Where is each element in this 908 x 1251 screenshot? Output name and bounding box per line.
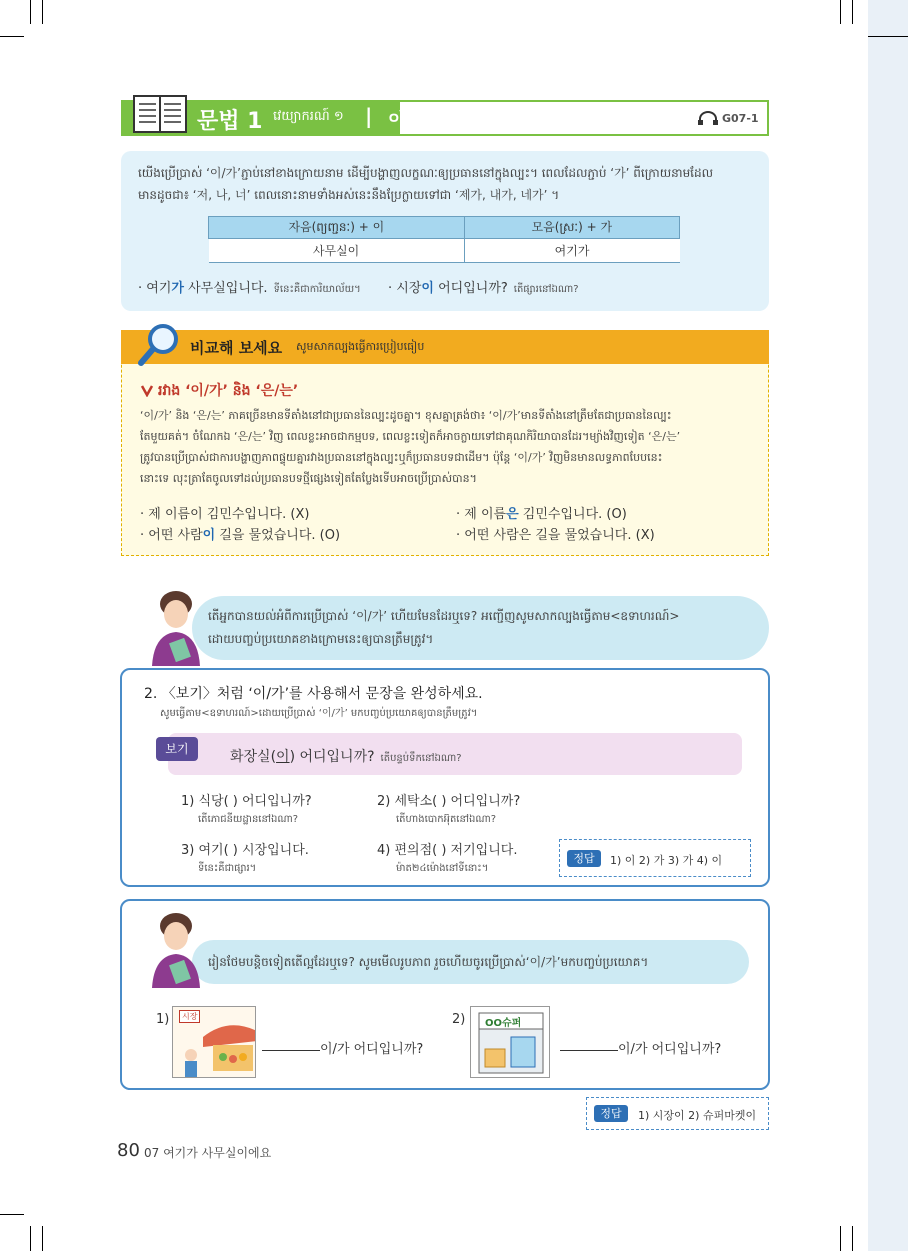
crop-mark <box>0 1214 24 1215</box>
answer-text-exercise-2: 1) 이 2) 가 3) 가 4) 이 <box>610 854 723 867</box>
instruction-bubble-1-line-2: ដោយបញ្ចប់ប្រយោគខាងក្រោមនេះឲ្យបានត្រឹមត្រូវ។ <box>208 632 434 646</box>
compare-example-4: · 어떤 사람은 길을 물었습니다. (X) <box>456 528 655 543</box>
picture-item-2-text: 이/가 어디입니까? <box>618 1042 722 1057</box>
compare-title-khmer: សូមសាកល្បងធ្វើការប្រៀបធៀប <box>296 340 425 353</box>
exercise-item-4-khmer: ម៉ាត២៤ម៉ោងនៅទីនោះ។ <box>396 863 489 874</box>
grammar-title: 문법 1 <box>197 109 263 134</box>
exercise-item-2-khmer: តើហាងបោកអ៊ុតនៅឯណា? <box>396 814 497 825</box>
page-number: 80 <box>117 1140 140 1161</box>
exercise-2-title: 2. 〈보기〉처럼 ‘이/가’를 사용해서 문장을 완성하세요. <box>144 686 483 702</box>
instruction-bubble-2-text: រៀនថែមបន្តិចទៀតតើល្អដែរឬទេ? សូមមើលរូបភាព រួចហើយចូរប្រើប្រាស់‘이/가’មកបញ្ចប់ប្រយោគ។ <box>208 955 649 969</box>
picture-item-1-number: 1) <box>156 1012 170 1027</box>
crop-mark <box>840 0 841 24</box>
grammar-table <box>208 216 680 263</box>
compare-text-line: នោះទេ លុះត្រាតែចូលទៅដល់ប្រធានបទថ្មីផ្សេងទៀតតែប្លែងទើបអាចប្រើប្រាស់បាន។ <box>140 472 477 485</box>
table-cell-vowel-example: 여기가 <box>464 239 679 263</box>
compare-example-3: · 어떤 사람이 길을 물었습니다. (O) <box>140 528 341 543</box>
table-cell-consonant-example: 사무실이 <box>209 239 465 263</box>
exercise-item-4[interactable]: 4) 편의점( ) 저기입니다. <box>377 843 518 858</box>
example-tag: 보기 <box>156 737 198 761</box>
crop-mark <box>42 0 43 24</box>
example-sentence-2: · 시장이 어디입니까? តើផ្សារនៅឯណា? <box>388 281 579 296</box>
exercise-item-1-khmer: តើភោជនីយដ្ឋាននៅឯណា? <box>198 814 299 825</box>
instruction-bubble-1-line-1: តើអ្នកបានយល់អំពីការប្រើប្រាស់ ‘이/가’ ហើយមែនដែរឬទេ? អញ្ជើញសូមសាកល្បងធ្វើតាម<ឧទាហរណ៍> <box>208 609 680 623</box>
book-icon <box>130 92 190 136</box>
teacher-illustration <box>142 588 208 666</box>
headphones-icon[interactable] <box>697 110 719 126</box>
compare-text-line: ‘이/가’ និង ‘은/는’ ភាគច្រើនមានទីតាំងនៅជាប្រធាននៃល្បះដូចគ្នា។ ខុសគ្នាត្រង់ថា៖ ‘이/가’មានទីតាំងនៅត្រឹមតែជាប្រធាននៃល្បះ <box>140 409 672 422</box>
compare-title: 비교해 보세요 <box>190 339 283 357</box>
market-sign: 시장 <box>179 1010 200 1023</box>
answer-tag: 정답 <box>594 1105 628 1122</box>
crop-mark <box>30 1226 31 1251</box>
compare-explanation <box>140 405 760 489</box>
market-picture <box>172 1006 256 1078</box>
example-sentence-1: · 여기가 사무실입니다. ទីនេះគឺជាការិយាល័យ។ <box>138 281 361 296</box>
audio-track-code[interactable]: G07-1 <box>722 112 759 125</box>
answer-blank-1[interactable] <box>262 1050 320 1051</box>
compare-subtitle: រវាង ‘이/가’ និង ‘은/는’ <box>158 383 299 399</box>
answer-text-pictures: 1) 시장이 2) 슈퍼마켓이 <box>638 1109 757 1122</box>
explanation-line-1: យើងប្រើប្រាស់ ‘이/가’ភ្ជាប់នៅខាងក្រោយនាម ដើម្បីបង្ហាញលក្ខណៈឲ្យប្រធាននៅក្នុងល្បះ។ ពេលដែលភ្ជាប់ ‘가’ ពីក្រោយនាមដែល <box>138 166 714 180</box>
grammar-separator: | <box>365 104 373 128</box>
supermarket-picture <box>470 1006 550 1078</box>
crop-mark <box>840 1226 841 1251</box>
magnifier-icon <box>136 322 182 368</box>
explanation-line-2: មានដូចជា៖ ‘저, 나, 너’ ពេលនោះនាមទាំងអស់នេះនឹងប្រែក្លាយទៅជា ‘제가, 내가, 네가’ ។ <box>138 188 560 202</box>
picture-item-1-text: 이/가 어디입니까? <box>320 1042 424 1057</box>
crop-mark <box>0 36 24 37</box>
exercise-item-3-khmer: ទីនេះគឺជាផ្សារ។ <box>198 863 257 874</box>
table-header-vowel: 모음(ស្រៈ) + 가 <box>464 217 679 239</box>
crop-mark <box>852 1226 853 1251</box>
answer-tag: 정답 <box>567 850 601 867</box>
answer-blank-2[interactable] <box>560 1050 618 1051</box>
compare-example-1: · 제 이름이 김민수입니다. (X) <box>140 507 310 522</box>
chapter-title: 07 여기가 사무실이에요 <box>144 1146 272 1160</box>
compare-text-line: ត្រូវបានប្រើប្រាស់ជាការបង្ហាញភាពផ្ទុយគ្នារវាងប្រធាននៅក្នុងល្បះឬក៏ប្រធានបទជាដើម។ ប៉ុន្តែ ‘이/가’ វិញមិនមានលទ្ធភាពបែបនេះ <box>140 451 663 464</box>
supermarket-sign: OO슈퍼 <box>485 1018 522 1029</box>
crop-mark <box>30 0 31 24</box>
page-edge-strip <box>868 0 908 1251</box>
exercise-item-3[interactable]: 3) 여기( ) 시장입니다. <box>181 843 309 858</box>
crop-mark <box>868 36 908 37</box>
table-header-consonant: 자음(ព្យញ្ជនៈ) + 이 <box>209 217 465 239</box>
picture-item-2-number: 2) <box>452 1012 466 1027</box>
grammar-subtitle: 이/가 <box>388 110 430 131</box>
example-sentence: 화장실(이) 어디입니까? តើបន្ទប់ទឹកនៅឯណា? <box>230 749 462 765</box>
grammar-title-khmer: វេយ្យាករណ៍ ១ <box>273 109 344 124</box>
teacher-illustration <box>142 910 208 988</box>
compare-text-line: តែមួយគត់។ ចំណែកឯ ‘은/는’ វិញ ពេលខ្លះអាចជាកម្មបទ, ពេលខ្លះទៀតក៏អាចក្លាយទៅជាគុណកិរិយាបានដែរ។ម្យ៉ាងវិញទៀត ‘은/는’ <box>140 430 681 443</box>
exercise-item-2[interactable]: 2) 세탁소( ) 어디입니까? <box>377 794 521 809</box>
exercise-2-title-khmer: សូមធ្វើតាម<ឧទាហរណ៍>ដោយប្រើប្រាស់ ‘이/가’ មកបញ្ចប់ប្រយោគឲ្យបានត្រឹមត្រូវ។ <box>160 708 478 719</box>
exercise-item-1[interactable]: 1) 식당( ) 어디입니까? <box>181 794 312 809</box>
compare-example-2: · 제 이름은 김민수입니다. (O) <box>456 507 627 522</box>
crop-mark <box>852 0 853 24</box>
check-icon <box>140 383 154 397</box>
crop-mark <box>42 1226 43 1251</box>
